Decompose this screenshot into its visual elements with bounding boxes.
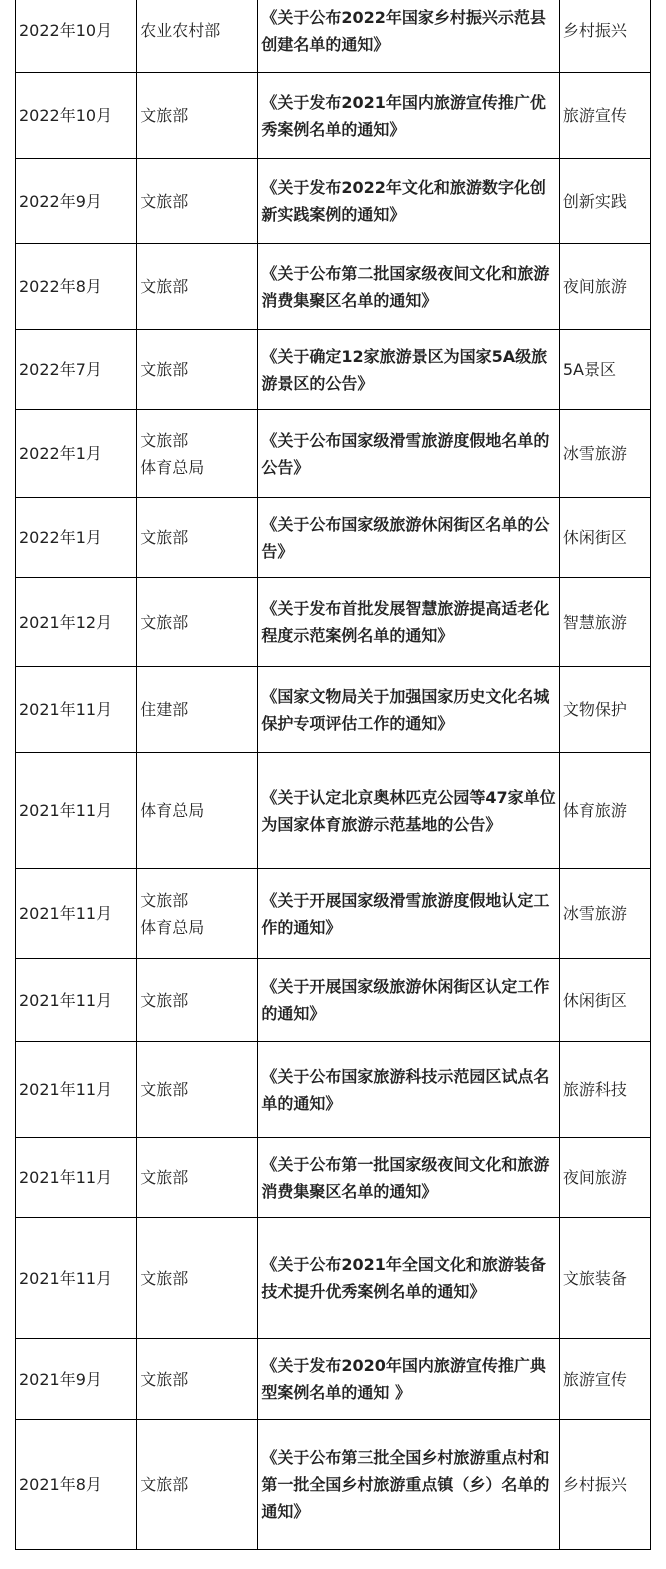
department-name: 文旅部 xyxy=(140,1168,189,1187)
table-row xyxy=(16,73,651,159)
department-name: 文旅部 xyxy=(140,1080,189,1099)
table-row xyxy=(16,1339,651,1420)
notice-title-cell: 《关于发布2022年文化和旅游数字化创新实践案例的通知》 xyxy=(258,159,559,244)
table-row xyxy=(16,498,651,578)
notice-title-cell: 《关于公布2022年国家乡村振兴示范县创建名单的通知》 xyxy=(258,0,559,73)
notice-title-cell: 《关于公布国家级滑雪旅游度假地名单的公告》 xyxy=(258,410,559,498)
department-cell xyxy=(137,959,258,1042)
department-cell xyxy=(137,73,258,159)
date-cell: 2021年9月 xyxy=(16,1339,137,1420)
notice-title-cell: 《关于公布2021年全国文化和旅游装备技术提升优秀案例名单的通知》 xyxy=(258,1218,559,1339)
date-cell: 2022年9月 xyxy=(16,159,137,244)
category-cell: 旅游科技 xyxy=(559,1042,650,1138)
date-cell: 2022年8月 xyxy=(16,244,137,330)
category-cell: 5A景区 xyxy=(559,330,650,410)
category-cell: 创新实践 xyxy=(559,159,650,244)
date-cell: 2022年1月 xyxy=(16,498,137,578)
notice-title-cell: 《关于发布首批发展智慧旅游提高适老化程度示范案例名单的通知》 xyxy=(258,578,559,667)
department-name: 农业农村部 xyxy=(140,21,221,40)
notice-title-cell: 《关于公布第一批国家级夜间文化和旅游消费集聚区名单的通知》 xyxy=(258,1138,559,1218)
notice-title-cell: 《关于认定北京奥林匹克公园等47家单位为国家体育旅游示范基地的公告》 xyxy=(258,753,559,869)
notice-title-cell: 《关于公布国家旅游科技示范园区试点名单的通知》 xyxy=(258,1042,559,1138)
category-cell: 体育旅游 xyxy=(559,753,650,869)
date-cell: 2021年11月 xyxy=(16,1218,137,1339)
date-cell: 2021年11月 xyxy=(16,869,137,959)
department-name: 文旅部 xyxy=(140,277,189,296)
department-name: 文旅部 xyxy=(140,612,189,632)
category-cell: 文物保护 xyxy=(559,667,650,753)
category-cell: 夜间旅游 xyxy=(559,1138,650,1218)
department-cell xyxy=(137,244,258,330)
department-name: 体育总局 xyxy=(140,457,205,477)
category-cell: 乡村振兴 xyxy=(559,1420,650,1550)
department-cell xyxy=(137,753,258,869)
date-cell: 2022年7月 xyxy=(16,330,137,410)
table-row xyxy=(16,753,651,869)
department-cell xyxy=(137,330,258,410)
category-cell: 旅游宣传 xyxy=(559,73,650,159)
department-name: 文旅部 xyxy=(140,106,189,125)
department-cell xyxy=(137,0,258,73)
table-row xyxy=(16,244,651,330)
department-cell xyxy=(137,667,258,753)
table-row xyxy=(16,959,651,1042)
table-row xyxy=(16,1138,651,1218)
table-row xyxy=(16,869,651,959)
category-cell: 冰雪旅游 xyxy=(559,869,650,959)
date-cell: 2021年11月 xyxy=(16,1042,137,1138)
table-row xyxy=(16,1218,651,1339)
table-body xyxy=(16,0,651,1550)
department-name: 文旅部 xyxy=(140,1369,189,1389)
table-row xyxy=(16,0,651,73)
table-row xyxy=(16,410,651,498)
table-row xyxy=(16,578,651,667)
date-cell: 2022年1月 xyxy=(16,410,137,498)
notice-title-cell: 《关于发布2021年国内旅游宣传推广优秀案例名单的通知》 xyxy=(258,73,559,159)
category-cell: 乡村振兴 xyxy=(559,0,650,73)
department-cell xyxy=(137,1042,258,1138)
category-cell: 夜间旅游 xyxy=(559,244,650,330)
notice-title-cell: 《国家文物局关于加强国家历史文化名城保护专项评估工作的通知》 xyxy=(258,667,559,753)
department-name: 文旅部 xyxy=(140,528,189,547)
notice-title-cell: 《关于公布国家级旅游休闲街区名单的公告》 xyxy=(258,498,559,578)
department-cell xyxy=(137,869,258,959)
date-cell: 2021年11月 xyxy=(16,667,137,753)
date-cell: 2021年11月 xyxy=(16,959,137,1042)
notice-title-cell: 《关于发布2020年国内旅游宣传推广典型案例名单的通知 》 xyxy=(258,1339,559,1420)
date-cell: 2021年11月 xyxy=(16,753,137,869)
policy-table xyxy=(15,0,651,1550)
department-cell xyxy=(137,578,258,667)
date-cell: 2022年10月 xyxy=(16,0,137,73)
department-name: 文旅部 xyxy=(140,1268,189,1288)
department-name: 文旅部 xyxy=(140,430,189,450)
category-cell: 智慧旅游 xyxy=(559,578,650,667)
department-name: 文旅部 xyxy=(140,1475,189,1494)
department-name: 体育总局 xyxy=(140,801,205,820)
notice-title-cell: 《关于公布第三批全国乡村旅游重点村和第一批全国乡村旅游重点镇（乡）名单的通知》 xyxy=(258,1420,559,1550)
department-cell xyxy=(137,1218,258,1339)
department-cell xyxy=(137,1138,258,1218)
table-row xyxy=(16,667,651,753)
department-cell xyxy=(137,498,258,578)
date-cell: 2022年10月 xyxy=(16,73,137,159)
department-cell xyxy=(137,159,258,244)
date-cell: 2021年8月 xyxy=(16,1420,137,1550)
department-name: 住建部 xyxy=(140,700,189,719)
category-cell: 休闲街区 xyxy=(559,959,650,1042)
department-cell xyxy=(137,410,258,498)
notice-title-cell: 《关于公布第二批国家级夜间文化和旅游消费集聚区名单的通知》 xyxy=(258,244,559,330)
notice-title-cell: 《关于开展国家级滑雪旅游度假地认定工作的通知》 xyxy=(258,869,559,959)
department-name: 文旅部 xyxy=(140,360,189,379)
notice-title-cell: 《关于确定12家旅游景区为国家5A级旅游景区的公告》 xyxy=(258,330,559,410)
table-row xyxy=(16,1042,651,1138)
department-name: 体育总局 xyxy=(140,917,205,937)
department-name: 文旅部 xyxy=(140,191,189,211)
department-cell xyxy=(137,1420,258,1550)
category-cell: 文旅装备 xyxy=(559,1218,650,1339)
date-cell: 2021年12月 xyxy=(16,578,137,667)
category-cell: 旅游宣传 xyxy=(559,1339,650,1420)
table-row xyxy=(16,159,651,244)
table-row xyxy=(16,1420,651,1550)
table-row xyxy=(16,330,651,410)
department-name: 文旅部 xyxy=(140,890,189,910)
date-cell: 2021年11月 xyxy=(16,1138,137,1218)
department-cell xyxy=(137,1339,258,1420)
category-cell: 冰雪旅游 xyxy=(559,410,650,498)
category-cell: 休闲街区 xyxy=(559,498,650,578)
notice-title-cell: 《关于开展国家级旅游休闲街区认定工作的通知》 xyxy=(258,959,559,1042)
department-name: 文旅部 xyxy=(140,990,189,1010)
